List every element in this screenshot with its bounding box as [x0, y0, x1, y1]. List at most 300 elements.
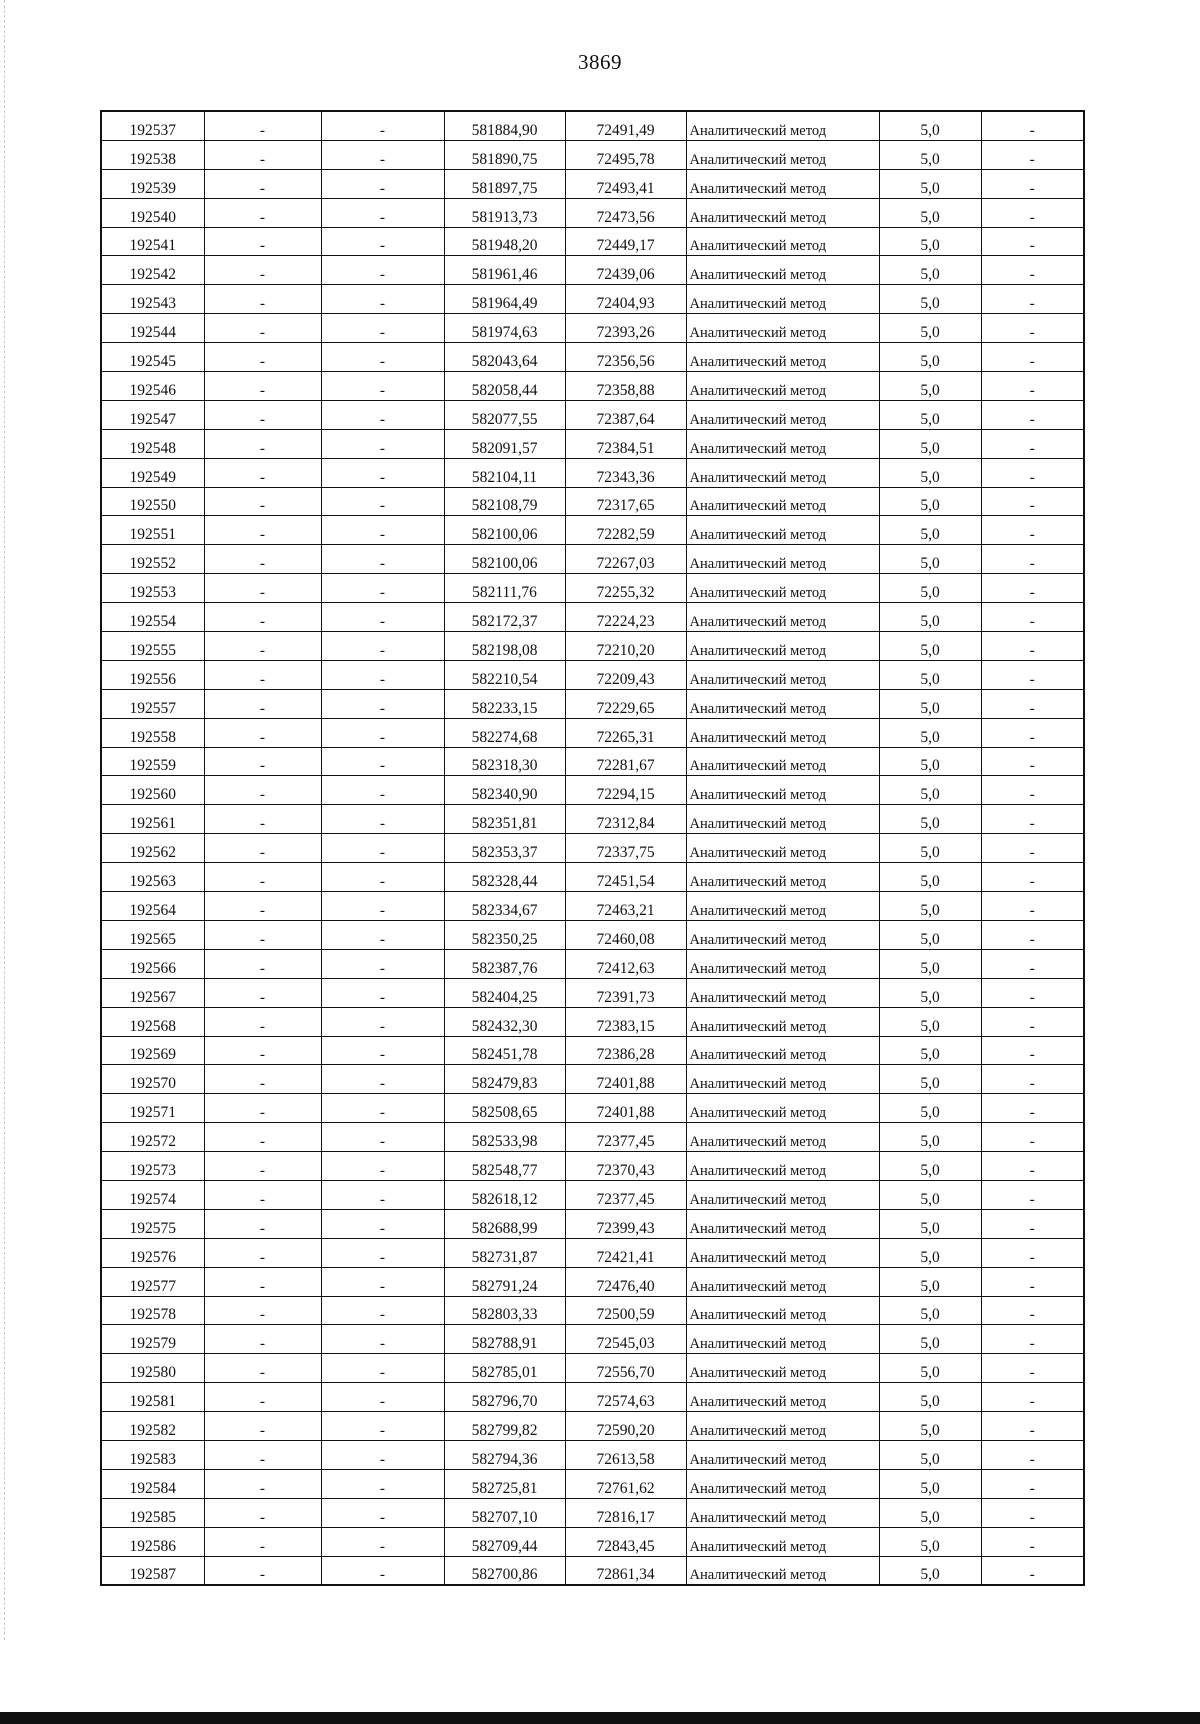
- empty-cell: -: [204, 1007, 321, 1036]
- point-number-cell: 192540: [101, 198, 204, 227]
- table-row: [101, 227, 1084, 256]
- table-row: [101, 458, 1084, 487]
- precision-cell: 5,0: [879, 949, 981, 978]
- table-row: [101, 111, 1084, 140]
- empty-cell: -: [204, 1036, 321, 1065]
- empty-cell: -: [204, 1440, 321, 1469]
- point-number-cell: 192583: [101, 1440, 204, 1469]
- x-coordinate-cell: 582451,78: [444, 1036, 565, 1065]
- x-coordinate-cell: 582794,36: [444, 1440, 565, 1469]
- point-number-cell: 192548: [101, 429, 204, 458]
- precision-cell: 5,0: [879, 1498, 981, 1527]
- empty-cell: -: [981, 285, 1084, 314]
- y-coordinate-cell: 72761,62: [565, 1469, 686, 1498]
- table-row: [101, 1354, 1084, 1383]
- precision-cell: 5,0: [879, 1556, 981, 1585]
- precision-cell: 5,0: [879, 429, 981, 458]
- empty-cell: -: [981, 920, 1084, 949]
- y-coordinate-cell: 72209,43: [565, 660, 686, 689]
- method-cell: Аналитический метод: [686, 458, 879, 487]
- method-cell: Аналитический метод: [686, 660, 879, 689]
- precision-cell: 5,0: [879, 372, 981, 401]
- method-cell: Аналитический метод: [686, 372, 879, 401]
- table-row: [101, 256, 1084, 285]
- empty-cell: -: [204, 1065, 321, 1094]
- y-coordinate-cell: 72370,43: [565, 1152, 686, 1181]
- empty-cell: -: [981, 343, 1084, 372]
- point-number-cell: 192559: [101, 747, 204, 776]
- precision-cell: 5,0: [879, 545, 981, 574]
- x-coordinate-cell: 582340,90: [444, 776, 565, 805]
- point-number-cell: 192569: [101, 1036, 204, 1065]
- empty-cell: -: [204, 660, 321, 689]
- empty-cell: -: [981, 574, 1084, 603]
- method-cell: Аналитический метод: [686, 776, 879, 805]
- x-coordinate-cell: 582404,25: [444, 978, 565, 1007]
- point-number-cell: 192560: [101, 776, 204, 805]
- precision-cell: 5,0: [879, 1238, 981, 1267]
- point-number-cell: 192579: [101, 1325, 204, 1354]
- table-row: [101, 747, 1084, 776]
- y-coordinate-cell: 72265,31: [565, 718, 686, 747]
- empty-cell: -: [321, 747, 444, 776]
- empty-cell: -: [321, 660, 444, 689]
- point-number-cell: 192584: [101, 1469, 204, 1498]
- empty-cell: -: [204, 1556, 321, 1585]
- y-coordinate-cell: 72377,45: [565, 1180, 686, 1209]
- empty-cell: -: [981, 1556, 1084, 1585]
- precision-cell: 5,0: [879, 1180, 981, 1209]
- y-coordinate-cell: 72460,08: [565, 920, 686, 949]
- precision-cell: 5,0: [879, 1527, 981, 1556]
- y-coordinate-cell: 72343,36: [565, 458, 686, 487]
- y-coordinate-cell: 72401,88: [565, 1065, 686, 1094]
- x-coordinate-cell: 581964,49: [444, 285, 565, 314]
- empty-cell: -: [321, 516, 444, 545]
- table-row: [101, 429, 1084, 458]
- x-coordinate-cell: 581961,46: [444, 256, 565, 285]
- x-coordinate-cell: 582731,87: [444, 1238, 565, 1267]
- table-row: [101, 400, 1084, 429]
- empty-cell: -: [204, 718, 321, 747]
- method-cell: Аналитический метод: [686, 949, 879, 978]
- y-coordinate-cell: 72556,70: [565, 1354, 686, 1383]
- x-coordinate-cell: 582725,81: [444, 1469, 565, 1498]
- precision-cell: 5,0: [879, 1383, 981, 1412]
- empty-cell: -: [204, 1354, 321, 1383]
- empty-cell: -: [981, 198, 1084, 227]
- empty-cell: -: [204, 1267, 321, 1296]
- table-row: [101, 1267, 1084, 1296]
- empty-cell: -: [321, 1412, 444, 1441]
- empty-cell: -: [321, 978, 444, 1007]
- empty-cell: -: [321, 1527, 444, 1556]
- point-number-cell: 192575: [101, 1209, 204, 1238]
- table-row: [101, 1238, 1084, 1267]
- table-row: [101, 516, 1084, 545]
- method-cell: Аналитический метод: [686, 1469, 879, 1498]
- precision-cell: 5,0: [879, 458, 981, 487]
- x-coordinate-cell: 582334,67: [444, 892, 565, 921]
- x-coordinate-cell: 582210,54: [444, 660, 565, 689]
- y-coordinate-cell: 72500,59: [565, 1296, 686, 1325]
- precision-cell: 5,0: [879, 892, 981, 921]
- table-row: [101, 834, 1084, 863]
- x-coordinate-cell: 581890,75: [444, 140, 565, 169]
- method-cell: Аналитический метод: [686, 978, 879, 1007]
- point-number-cell: 192573: [101, 1152, 204, 1181]
- table-row: [101, 892, 1084, 921]
- x-coordinate-cell: 582788,91: [444, 1325, 565, 1354]
- table-row: [101, 776, 1084, 805]
- table-row: [101, 285, 1084, 314]
- precision-cell: 5,0: [879, 1354, 981, 1383]
- coordinates-table-container: [100, 110, 1085, 1586]
- empty-cell: -: [321, 1556, 444, 1585]
- point-number-cell: 192558: [101, 718, 204, 747]
- x-coordinate-cell: 582432,30: [444, 1007, 565, 1036]
- precision-cell: 5,0: [879, 776, 981, 805]
- method-cell: Аналитический метод: [686, 227, 879, 256]
- method-cell: Аналитический метод: [686, 1383, 879, 1412]
- point-number-cell: 192577: [101, 1267, 204, 1296]
- empty-cell: -: [321, 227, 444, 256]
- empty-cell: -: [204, 487, 321, 516]
- point-number-cell: 192563: [101, 863, 204, 892]
- precision-cell: 5,0: [879, 400, 981, 429]
- empty-cell: -: [204, 863, 321, 892]
- method-cell: Аналитический метод: [686, 863, 879, 892]
- x-coordinate-cell: 582111,76: [444, 574, 565, 603]
- y-coordinate-cell: 72439,06: [565, 256, 686, 285]
- empty-cell: -: [981, 227, 1084, 256]
- point-number-cell: 192538: [101, 140, 204, 169]
- y-coordinate-cell: 72312,84: [565, 805, 686, 834]
- empty-cell: -: [204, 689, 321, 718]
- point-number-cell: 192544: [101, 314, 204, 343]
- empty-cell: -: [204, 776, 321, 805]
- empty-cell: -: [321, 1007, 444, 1036]
- empty-cell: -: [204, 1412, 321, 1441]
- table-row: [101, 1440, 1084, 1469]
- empty-cell: -: [204, 1209, 321, 1238]
- empty-cell: -: [204, 545, 321, 574]
- precision-cell: 5,0: [879, 227, 981, 256]
- empty-cell: -: [321, 140, 444, 169]
- table-row: [101, 1152, 1084, 1181]
- x-coordinate-cell: 581913,73: [444, 198, 565, 227]
- table-row: [101, 863, 1084, 892]
- precision-cell: 5,0: [879, 1469, 981, 1498]
- precision-cell: 5,0: [879, 111, 981, 140]
- method-cell: Аналитический метод: [686, 574, 879, 603]
- x-coordinate-cell: 582791,24: [444, 1267, 565, 1296]
- empty-cell: -: [204, 1094, 321, 1123]
- empty-cell: -: [321, 1354, 444, 1383]
- empty-cell: -: [204, 978, 321, 1007]
- point-number-cell: 192587: [101, 1556, 204, 1585]
- empty-cell: -: [981, 603, 1084, 632]
- method-cell: Аналитический метод: [686, 603, 879, 632]
- method-cell: Аналитический метод: [686, 169, 879, 198]
- y-coordinate-cell: 72590,20: [565, 1412, 686, 1441]
- table-row: [101, 1007, 1084, 1036]
- empty-cell: -: [204, 1527, 321, 1556]
- table-row: [101, 1556, 1084, 1585]
- method-cell: Аналитический метод: [686, 1267, 879, 1296]
- x-coordinate-cell: 582274,68: [444, 718, 565, 747]
- point-number-cell: 192570: [101, 1065, 204, 1094]
- point-number-cell: 192554: [101, 603, 204, 632]
- x-coordinate-cell: 582799,82: [444, 1412, 565, 1441]
- x-coordinate-cell: 581974,63: [444, 314, 565, 343]
- empty-cell: -: [981, 1123, 1084, 1152]
- empty-cell: -: [981, 314, 1084, 343]
- empty-cell: -: [204, 198, 321, 227]
- precision-cell: 5,0: [879, 834, 981, 863]
- point-number-cell: 192576: [101, 1238, 204, 1267]
- method-cell: Аналитический метод: [686, 1152, 879, 1181]
- precision-cell: 5,0: [879, 1152, 981, 1181]
- y-coordinate-cell: 72476,40: [565, 1267, 686, 1296]
- method-cell: Аналитический метод: [686, 1412, 879, 1441]
- point-number-cell: 192581: [101, 1383, 204, 1412]
- empty-cell: -: [981, 805, 1084, 834]
- table-row: [101, 574, 1084, 603]
- point-number-cell: 192564: [101, 892, 204, 921]
- table-row: [101, 314, 1084, 343]
- empty-cell: -: [981, 169, 1084, 198]
- y-coordinate-cell: 72229,65: [565, 689, 686, 718]
- x-coordinate-cell: 582508,65: [444, 1094, 565, 1123]
- method-cell: Аналитический метод: [686, 545, 879, 574]
- point-number-cell: 192551: [101, 516, 204, 545]
- precision-cell: 5,0: [879, 978, 981, 1007]
- precision-cell: 5,0: [879, 140, 981, 169]
- precision-cell: 5,0: [879, 747, 981, 776]
- table-row: [101, 805, 1084, 834]
- empty-cell: -: [321, 1238, 444, 1267]
- empty-cell: -: [981, 1498, 1084, 1527]
- x-coordinate-cell: 582353,37: [444, 834, 565, 863]
- empty-cell: -: [204, 1325, 321, 1354]
- x-coordinate-cell: 582328,44: [444, 863, 565, 892]
- empty-cell: -: [321, 545, 444, 574]
- empty-cell: -: [321, 487, 444, 516]
- empty-cell: -: [321, 256, 444, 285]
- method-cell: Аналитический метод: [686, 487, 879, 516]
- empty-cell: -: [204, 227, 321, 256]
- empty-cell: -: [981, 400, 1084, 429]
- precision-cell: 5,0: [879, 169, 981, 198]
- y-coordinate-cell: 72387,64: [565, 400, 686, 429]
- table-row: [101, 1383, 1084, 1412]
- y-coordinate-cell: 72401,88: [565, 1094, 686, 1123]
- method-cell: Аналитический метод: [686, 689, 879, 718]
- empty-cell: -: [321, 632, 444, 661]
- empty-cell: -: [204, 747, 321, 776]
- empty-cell: -: [321, 689, 444, 718]
- x-coordinate-cell: 582091,57: [444, 429, 565, 458]
- empty-cell: -: [204, 343, 321, 372]
- precision-cell: 5,0: [879, 1036, 981, 1065]
- precision-cell: 5,0: [879, 1007, 981, 1036]
- point-number-cell: 192550: [101, 487, 204, 516]
- empty-cell: -: [981, 516, 1084, 545]
- x-coordinate-cell: 582709,44: [444, 1527, 565, 1556]
- precision-cell: 5,0: [879, 198, 981, 227]
- empty-cell: -: [981, 1094, 1084, 1123]
- method-cell: Аналитический метод: [686, 920, 879, 949]
- point-number-cell: 192556: [101, 660, 204, 689]
- empty-cell: -: [321, 1123, 444, 1152]
- empty-cell: -: [204, 632, 321, 661]
- empty-cell: -: [321, 718, 444, 747]
- y-coordinate-cell: 72495,78: [565, 140, 686, 169]
- empty-cell: -: [321, 1296, 444, 1325]
- table-row: [101, 689, 1084, 718]
- y-coordinate-cell: 72337,75: [565, 834, 686, 863]
- x-coordinate-cell: 582785,01: [444, 1354, 565, 1383]
- precision-cell: 5,0: [879, 1412, 981, 1441]
- y-coordinate-cell: 72843,45: [565, 1527, 686, 1556]
- y-coordinate-cell: 72281,67: [565, 747, 686, 776]
- point-number-cell: 192542: [101, 256, 204, 285]
- table-row: [101, 920, 1084, 949]
- table-row: [101, 1123, 1084, 1152]
- table-row: [101, 1180, 1084, 1209]
- method-cell: Аналитический метод: [686, 400, 879, 429]
- method-cell: Аналитический метод: [686, 140, 879, 169]
- precision-cell: 5,0: [879, 1267, 981, 1296]
- precision-cell: 5,0: [879, 256, 981, 285]
- empty-cell: -: [981, 660, 1084, 689]
- precision-cell: 5,0: [879, 920, 981, 949]
- empty-cell: -: [204, 516, 321, 545]
- empty-cell: -: [204, 372, 321, 401]
- empty-cell: -: [321, 169, 444, 198]
- table-row: [101, 1325, 1084, 1354]
- point-number-cell: 192582: [101, 1412, 204, 1441]
- y-coordinate-cell: 72861,34: [565, 1556, 686, 1585]
- empty-cell: -: [981, 978, 1084, 1007]
- empty-cell: -: [981, 111, 1084, 140]
- precision-cell: 5,0: [879, 285, 981, 314]
- precision-cell: 5,0: [879, 863, 981, 892]
- x-coordinate-cell: 582108,79: [444, 487, 565, 516]
- empty-cell: -: [204, 1238, 321, 1267]
- method-cell: Аналитический метод: [686, 1180, 879, 1209]
- empty-cell: -: [981, 1065, 1084, 1094]
- x-coordinate-cell: 581884,90: [444, 111, 565, 140]
- point-number-cell: 192546: [101, 372, 204, 401]
- empty-cell: -: [204, 574, 321, 603]
- x-coordinate-cell: 582351,81: [444, 805, 565, 834]
- table-body: [101, 111, 1084, 1585]
- empty-cell: -: [204, 603, 321, 632]
- x-coordinate-cell: 582100,06: [444, 516, 565, 545]
- empty-cell: -: [321, 1209, 444, 1238]
- method-cell: Аналитический метод: [686, 834, 879, 863]
- precision-cell: 5,0: [879, 1209, 981, 1238]
- empty-cell: -: [981, 1296, 1084, 1325]
- empty-cell: -: [981, 689, 1084, 718]
- empty-cell: -: [981, 372, 1084, 401]
- empty-cell: -: [981, 1325, 1084, 1354]
- y-coordinate-cell: 72377,45: [565, 1123, 686, 1152]
- method-cell: Аналитический метод: [686, 1094, 879, 1123]
- y-coordinate-cell: 72421,41: [565, 1238, 686, 1267]
- precision-cell: 5,0: [879, 574, 981, 603]
- x-coordinate-cell: 582618,12: [444, 1180, 565, 1209]
- empty-cell: -: [321, 863, 444, 892]
- empty-cell: -: [204, 314, 321, 343]
- point-number-cell: 192553: [101, 574, 204, 603]
- empty-cell: -: [321, 1065, 444, 1094]
- precision-cell: 5,0: [879, 603, 981, 632]
- x-coordinate-cell: 581897,75: [444, 169, 565, 198]
- y-coordinate-cell: 72282,59: [565, 516, 686, 545]
- y-coordinate-cell: 72383,15: [565, 1007, 686, 1036]
- x-coordinate-cell: 582318,30: [444, 747, 565, 776]
- x-coordinate-cell: 582058,44: [444, 372, 565, 401]
- x-coordinate-cell: 582100,06: [444, 545, 565, 574]
- table-row: [101, 949, 1084, 978]
- y-coordinate-cell: 72356,56: [565, 343, 686, 372]
- point-number-cell: 192555: [101, 632, 204, 661]
- empty-cell: -: [321, 1036, 444, 1065]
- point-number-cell: 192574: [101, 1180, 204, 1209]
- point-number-cell: 192547: [101, 400, 204, 429]
- empty-cell: -: [981, 1469, 1084, 1498]
- empty-cell: -: [321, 400, 444, 429]
- empty-cell: -: [204, 1383, 321, 1412]
- y-coordinate-cell: 72816,17: [565, 1498, 686, 1527]
- empty-cell: -: [204, 1296, 321, 1325]
- empty-cell: -: [981, 1267, 1084, 1296]
- empty-cell: -: [321, 1180, 444, 1209]
- table-row: [101, 1094, 1084, 1123]
- table-row: [101, 718, 1084, 747]
- y-coordinate-cell: 72545,03: [565, 1325, 686, 1354]
- empty-cell: -: [321, 111, 444, 140]
- x-coordinate-cell: 581948,20: [444, 227, 565, 256]
- x-coordinate-cell: 582198,08: [444, 632, 565, 661]
- empty-cell: -: [321, 1267, 444, 1296]
- x-coordinate-cell: 582688,99: [444, 1209, 565, 1238]
- precision-cell: 5,0: [879, 718, 981, 747]
- point-number-cell: 192549: [101, 458, 204, 487]
- empty-cell: -: [204, 805, 321, 834]
- empty-cell: -: [981, 1180, 1084, 1209]
- table-row: [101, 343, 1084, 372]
- y-coordinate-cell: 72473,56: [565, 198, 686, 227]
- precision-cell: 5,0: [879, 343, 981, 372]
- empty-cell: -: [321, 574, 444, 603]
- x-coordinate-cell: 582043,64: [444, 343, 565, 372]
- empty-cell: -: [321, 1383, 444, 1412]
- y-coordinate-cell: 72463,21: [565, 892, 686, 921]
- empty-cell: -: [981, 863, 1084, 892]
- y-coordinate-cell: 72267,03: [565, 545, 686, 574]
- scan-margin-line: [4, 0, 6, 1640]
- x-coordinate-cell: 582233,15: [444, 689, 565, 718]
- empty-cell: -: [321, 314, 444, 343]
- empty-cell: -: [321, 198, 444, 227]
- empty-cell: -: [981, 718, 1084, 747]
- empty-cell: -: [204, 1123, 321, 1152]
- empty-cell: -: [981, 487, 1084, 516]
